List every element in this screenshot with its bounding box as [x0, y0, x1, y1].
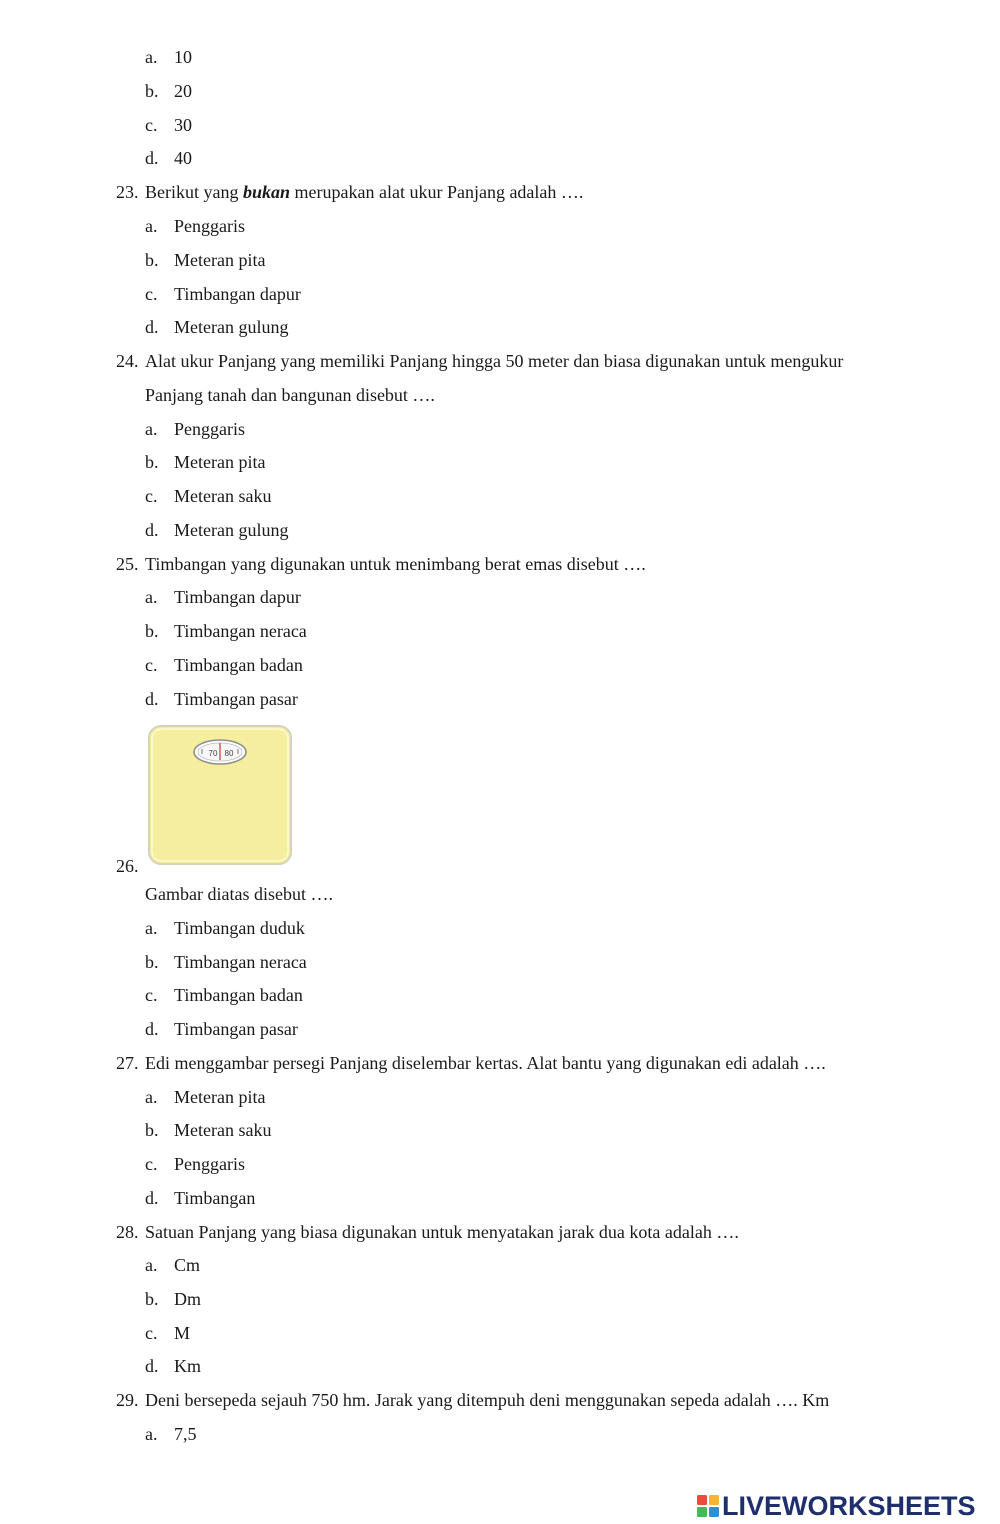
option-22-d: d. 40: [145, 148, 192, 168]
option-25-d: d. Timbangan pasar: [145, 689, 298, 709]
option-27-d: d. Timbangan: [145, 1188, 256, 1208]
option-25-c: c. Timbangan badan: [145, 655, 303, 675]
option-26-a: a. Timbangan duduk: [145, 918, 305, 938]
option-28-b: b. Dm: [145, 1289, 201, 1309]
scale-dial-label-70: 70: [208, 749, 218, 758]
question-26: Gambar diatas disebut ….: [145, 884, 333, 904]
option-24-c: c. Meteran saku: [145, 486, 272, 506]
option-28-a: a. Cm: [145, 1255, 201, 1275]
option-23-a: a. Penggaris: [145, 216, 245, 236]
option-24-d: d. Meteran gulung: [145, 520, 289, 540]
option-23-d: d. Meteran gulung: [145, 317, 289, 337]
option-29-a: a. 7,5: [145, 1424, 197, 1444]
option-22-c: c. 30: [145, 115, 192, 135]
liveworksheets-wordmark: LIVEWORKSHEETS: [722, 1490, 976, 1521]
scale-dial-label-80: 80: [224, 749, 234, 758]
question-23-emphasis: bukan: [242, 182, 291, 202]
liveworksheets-logo: [697, 1489, 976, 1523]
option-25-b: b. Timbangan neraca: [145, 621, 307, 641]
question-24: 24. Alat ukur Panjang yang memiliki Panjang hingga 50 meter dan biasa digunakan untuk mengukur: [116, 351, 844, 371]
option-22-b: b. 20: [145, 81, 192, 101]
option-25-a: a. Timbangan dapur: [145, 587, 301, 607]
option-26-d: d. Timbangan pasar: [145, 1019, 298, 1039]
question-26-number: 26.: [116, 856, 139, 876]
question-23: 23. Berikut yang bukan merupakan alat ukur Panjang adalah ….: [116, 182, 584, 202]
option-24-a: a. Penggaris: [145, 419, 245, 439]
option-28-c: c. M: [145, 1323, 191, 1343]
option-27-c: c. Penggaris: [145, 1154, 245, 1174]
question-27: 27. Edi menggambar persegi Panjang diselembar kertas. Alat bantu yang digunakan edi adalah ….: [116, 1053, 826, 1073]
question-24-continued: Panjang tanah dan bangunan disebut ….: [145, 385, 435, 405]
liveworksheets-logo-icon: [697, 1494, 719, 1518]
option-26-c: c. Timbangan badan: [145, 985, 303, 1005]
option-27-b: b. Meteran saku: [145, 1120, 272, 1140]
option-24-b: b. Meteran pita: [145, 452, 266, 472]
option-27-a: a. Meteran pita: [145, 1087, 266, 1107]
option-23-b: b. Meteran pita: [145, 250, 266, 270]
option-23-c: c. Timbangan dapur: [145, 284, 301, 304]
bathroom-scale-image: [146, 722, 294, 868]
option-22-a: a. 10: [145, 47, 192, 67]
option-28-d: d. Km: [145, 1356, 201, 1376]
question-29: 29. Deni bersepeda sejauh 750 hm. Jarak yang ditempuh deni menggunakan sepeda adalah …. Km: [116, 1390, 830, 1410]
option-26-b: b. Timbangan neraca: [145, 952, 307, 972]
question-28: 28. Satuan Panjang yang biasa digunakan untuk menyatakan jarak dua kota adalah ….: [116, 1222, 739, 1242]
question-25: 25. Timbangan yang digunakan untuk menimbang berat emas disebut ….: [116, 554, 646, 574]
